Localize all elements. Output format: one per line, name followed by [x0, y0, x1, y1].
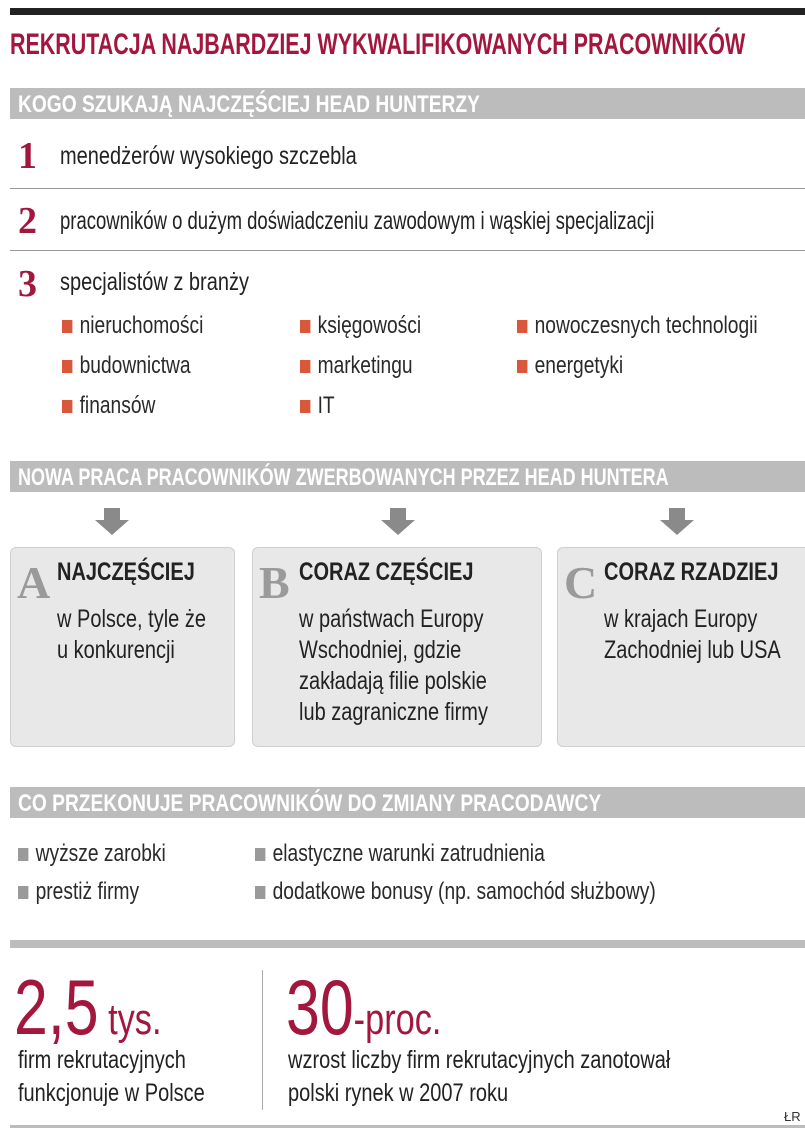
text: pracowników o dużym doświadczeniu zawodowym i wąskiej specjalizacji	[60, 207, 655, 235]
rank-text	[60, 207, 805, 236]
text: polski rynek w 2007 roku	[288, 1079, 509, 1107]
box-text	[57, 604, 243, 666]
destination-box	[557, 547, 805, 747]
industry-label: budownictwa	[62, 352, 191, 380]
stat-2	[286, 962, 485, 1053]
box-text-line	[57, 635, 243, 666]
section-header-2	[10, 461, 805, 492]
stat-value: 2,5	[14, 963, 99, 1051]
square-bullet-icon	[255, 886, 265, 899]
box-text-span: w państwach Europy	[299, 605, 484, 633]
box-letter: B	[259, 557, 290, 608]
industry-label: finansów	[62, 392, 155, 420]
industry-item	[62, 352, 223, 380]
industry-label: nieruchomości	[62, 312, 203, 340]
rank-number: 2	[18, 200, 37, 242]
text: firm rekrutacyjnych	[18, 1046, 186, 1074]
divider	[10, 250, 805, 251]
box-text-span: u konkurencji	[57, 636, 175, 664]
down-arrow-icon	[104, 508, 120, 520]
stat-unit: -proc.	[353, 995, 442, 1044]
box-text-line	[299, 697, 535, 728]
industry-item	[62, 392, 179, 420]
industry-label: energetyki	[517, 352, 623, 380]
box-text-line	[299, 635, 535, 666]
reason-label: dodatkowe bonusy (np. samochód służbowy)	[255, 878, 656, 906]
section-header-text: NOWA PRACA PRACOWNIKÓW ZWERBOWANYCH PRZEZ HEAD HUNTERA	[18, 464, 669, 491]
vertical-divider	[262, 970, 263, 1110]
reason-item	[255, 878, 756, 906]
square-bullet-icon	[300, 400, 310, 413]
reason-label: prestiż firmy	[18, 878, 139, 906]
box-heading	[604, 558, 805, 587]
box-text-line	[604, 604, 805, 635]
stat-2-desc	[288, 1044, 766, 1110]
stat-unit: tys.	[98, 995, 162, 1044]
square-bullet-icon	[300, 360, 310, 373]
section-header-3	[10, 787, 805, 818]
industry-label: marketingu	[300, 352, 413, 380]
box-text	[299, 604, 535, 728]
square-bullet-icon	[18, 886, 28, 899]
destination-box	[252, 547, 542, 747]
box-text	[604, 604, 805, 666]
box-text-span: Zachodniej lub USA	[604, 636, 781, 664]
box-heading-text: CORAZ RZADZIEJ	[604, 558, 779, 586]
box-text-span: lub zagraniczne firmy	[299, 698, 488, 726]
box-heading	[57, 558, 229, 587]
box-text-line	[299, 604, 535, 635]
down-arrow-icon	[381, 520, 415, 535]
box-heading	[299, 558, 517, 587]
industry-label: IT	[300, 392, 335, 420]
down-arrow-icon	[95, 520, 129, 535]
bottom-rule	[10, 1125, 805, 1128]
rank-text	[60, 268, 296, 297]
industry-item	[62, 312, 239, 340]
section-header-1	[10, 88, 805, 119]
box-text-span: w krajach Europy	[604, 605, 758, 633]
square-bullet-icon	[517, 320, 527, 333]
rank-text	[60, 142, 431, 171]
box-text-span: w Polsce, tyle że	[57, 605, 206, 633]
industry-item	[517, 312, 805, 340]
credit: ŁR	[784, 1109, 801, 1124]
destination-box	[10, 547, 235, 747]
down-arrow-icon	[390, 508, 406, 520]
rank-number: 1	[18, 135, 37, 177]
square-bullet-icon	[62, 360, 72, 373]
industry-item	[300, 352, 441, 380]
page-title	[10, 28, 805, 62]
section-header-text: CO PRZEKONUJE PRACOWNIKÓW DO ZMIANY PRACODAWCY	[18, 790, 602, 817]
section-header-text: KOGO SZUKAJĄ NAJCZĘŚCIEJ HEAD HUNTERZY	[18, 91, 480, 118]
stat-1	[14, 962, 203, 1053]
box-heading-text: CORAZ CZĘŚCIEJ	[299, 558, 474, 586]
reason-item	[18, 840, 203, 868]
divider	[10, 940, 805, 948]
reason-item	[18, 878, 169, 906]
title-text: REKRUTACJA NAJBARDZIEJ WYKWALIFIKOWANYCH PRACOWNIKÓW	[10, 28, 746, 61]
industry-label: nowoczesnych technologii	[517, 312, 758, 340]
box-letter: A	[17, 557, 51, 608]
stat-value: 30	[286, 963, 354, 1051]
square-bullet-icon	[62, 320, 72, 333]
industry-item	[300, 392, 343, 420]
down-arrow-icon	[660, 520, 694, 535]
reason-label: wyższe zarobki	[18, 840, 166, 868]
divider	[10, 188, 805, 189]
square-bullet-icon	[300, 320, 310, 333]
square-bullet-icon	[255, 848, 265, 861]
box-heading-text: NAJCZĘŚCIEJ	[57, 558, 195, 586]
box-letter: C	[564, 557, 598, 608]
rank-number: 3	[18, 263, 37, 305]
square-bullet-icon	[62, 400, 72, 413]
down-arrow-icon	[669, 508, 685, 520]
industry-item	[517, 352, 650, 380]
text: menedżerów wysokiego szczebla	[60, 142, 357, 170]
box-text-line	[57, 604, 243, 635]
reason-item	[255, 840, 617, 868]
text: specjalistów z branży	[60, 268, 249, 296]
industry-item	[300, 312, 451, 340]
square-bullet-icon	[18, 848, 28, 861]
box-text-span: Wschodniej, gdzie	[299, 636, 462, 664]
square-bullet-icon	[517, 360, 527, 373]
text: funkcjonuje w Polsce	[18, 1079, 205, 1107]
box-text-line	[299, 666, 535, 697]
top-rule	[10, 8, 805, 15]
stat-1-desc	[18, 1044, 251, 1110]
box-text-line	[604, 635, 805, 666]
text: wzrost liczby firm rekrutacyjnych zanotował	[288, 1046, 671, 1074]
box-text-span: zakładają filie polskie	[299, 667, 487, 695]
industry-label: księgowości	[300, 312, 421, 340]
reason-label: elastyczne warunki zatrudnienia	[255, 840, 545, 868]
